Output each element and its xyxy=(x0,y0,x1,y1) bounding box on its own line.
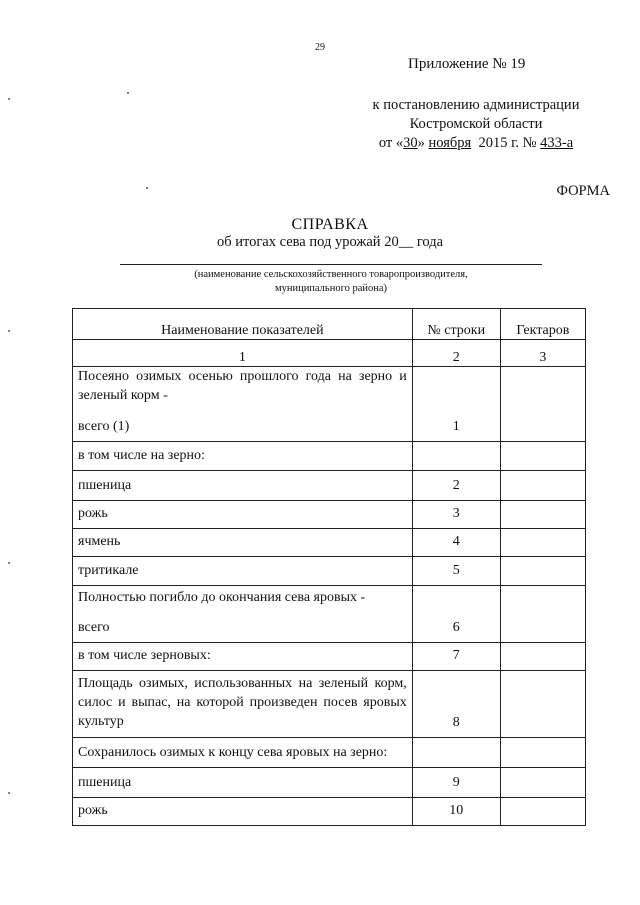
caption-line-1: (наименование сельскохозяйственного товаропроизводителя, xyxy=(194,269,468,280)
row-value xyxy=(500,768,585,798)
row-line-number: 4 xyxy=(412,529,500,557)
table-row xyxy=(73,442,586,471)
row-value xyxy=(500,671,585,738)
form-label: ФОРМА xyxy=(556,183,610,199)
table-row xyxy=(73,367,586,442)
table-row xyxy=(73,586,586,643)
row-label: Сохранилось озимых к концу сева яровых на зерно: xyxy=(73,738,413,768)
decree-number: 433-а xyxy=(540,135,574,151)
table-row xyxy=(73,798,586,826)
row-label-text: Посеяно озимых осенью прошлого года на зерно и зеленый корм - xyxy=(78,369,407,403)
column-number: 2 xyxy=(412,340,500,367)
table-row xyxy=(73,529,586,557)
row-line-number xyxy=(412,442,500,471)
header-indicator: Наименование показателей xyxy=(73,309,413,340)
row-line-number: 9 xyxy=(412,768,500,798)
decree-year: 2015 г. № xyxy=(471,135,541,151)
row-line-number: 1 xyxy=(412,367,500,442)
row-value xyxy=(500,586,585,643)
row-label-text: Площадь озимых, использованных на зеленый корм, силос и выпас, на которой произведен посев яровых культур xyxy=(78,676,407,729)
row-line-number: 2 xyxy=(412,471,500,501)
row-sublabel: всего (1) xyxy=(78,419,130,434)
row-label xyxy=(73,671,413,738)
row-value xyxy=(500,557,585,586)
decree-day: 30 xyxy=(403,135,418,151)
column-number-row xyxy=(73,340,586,367)
decree-line-1: к постановлению администрации xyxy=(372,97,580,113)
caption-line-2: муниципального района) xyxy=(274,283,388,294)
row-line-number: 6 xyxy=(412,586,500,643)
decree-line-2: Костромской области xyxy=(409,116,543,132)
table-row xyxy=(73,471,586,501)
decree-reference xyxy=(340,96,612,153)
row-label xyxy=(73,367,413,442)
row-label: ячмень xyxy=(73,529,413,557)
row-line-number: 5 xyxy=(412,557,500,586)
table-row xyxy=(73,738,586,768)
column-number: 1 xyxy=(73,340,413,367)
row-line-number: 7 xyxy=(412,643,500,671)
row-label: тритикале xyxy=(73,557,413,586)
scan-speck xyxy=(8,562,10,564)
scan-speck xyxy=(127,92,129,94)
row-label: рожь xyxy=(73,798,413,826)
document-subtitle: об итогах сева под урожай 20__ года xyxy=(216,234,444,250)
row-line-number: 8 xyxy=(412,671,500,738)
table-row xyxy=(73,671,586,738)
row-label: в том числе на зерно: xyxy=(73,442,413,471)
column-number: 3 xyxy=(500,340,585,367)
row-line-number: 10 xyxy=(412,798,500,826)
appendix-label: Приложение № 19 xyxy=(408,56,526,72)
table-row xyxy=(73,643,586,671)
header-line-number: № строки xyxy=(412,309,500,340)
document-title: СПРАВКА xyxy=(291,216,369,233)
row-line-number: 3 xyxy=(412,501,500,529)
row-value xyxy=(500,501,585,529)
page-number: 29 xyxy=(315,42,325,53)
row-value xyxy=(500,798,585,826)
row-label xyxy=(73,586,413,643)
scan-speck xyxy=(8,98,10,100)
row-value xyxy=(500,738,585,768)
row-label: рожь xyxy=(73,501,413,529)
table-row xyxy=(73,557,586,586)
scan-speck xyxy=(8,792,10,794)
row-label: в том числе зерновых: xyxy=(73,643,413,671)
scan-speck xyxy=(8,330,10,332)
scan-speck xyxy=(146,187,148,189)
row-label: пшеница xyxy=(73,768,413,798)
sowing-table xyxy=(72,308,586,826)
decree-line-3 xyxy=(340,134,612,153)
row-value xyxy=(500,471,585,501)
row-value xyxy=(500,442,585,471)
row-line-number xyxy=(412,738,500,768)
decree-date-mid: » xyxy=(417,135,429,151)
header-hectares: Гектаров xyxy=(500,309,585,340)
decree-month: ноября xyxy=(428,135,472,151)
row-label: пшеница xyxy=(73,471,413,501)
row-value xyxy=(500,367,585,442)
table-header-row xyxy=(73,309,586,340)
row-value xyxy=(500,529,585,557)
table-row xyxy=(73,501,586,529)
table-row xyxy=(73,768,586,798)
fill-in-caption xyxy=(120,268,542,296)
fill-in-line xyxy=(120,264,542,265)
row-value xyxy=(500,643,585,671)
decree-date-prefix: от « xyxy=(378,135,404,151)
row-sublabel: всего xyxy=(78,620,110,635)
row-label-text: Полностью погибло до окончания сева яровых - xyxy=(78,590,366,605)
